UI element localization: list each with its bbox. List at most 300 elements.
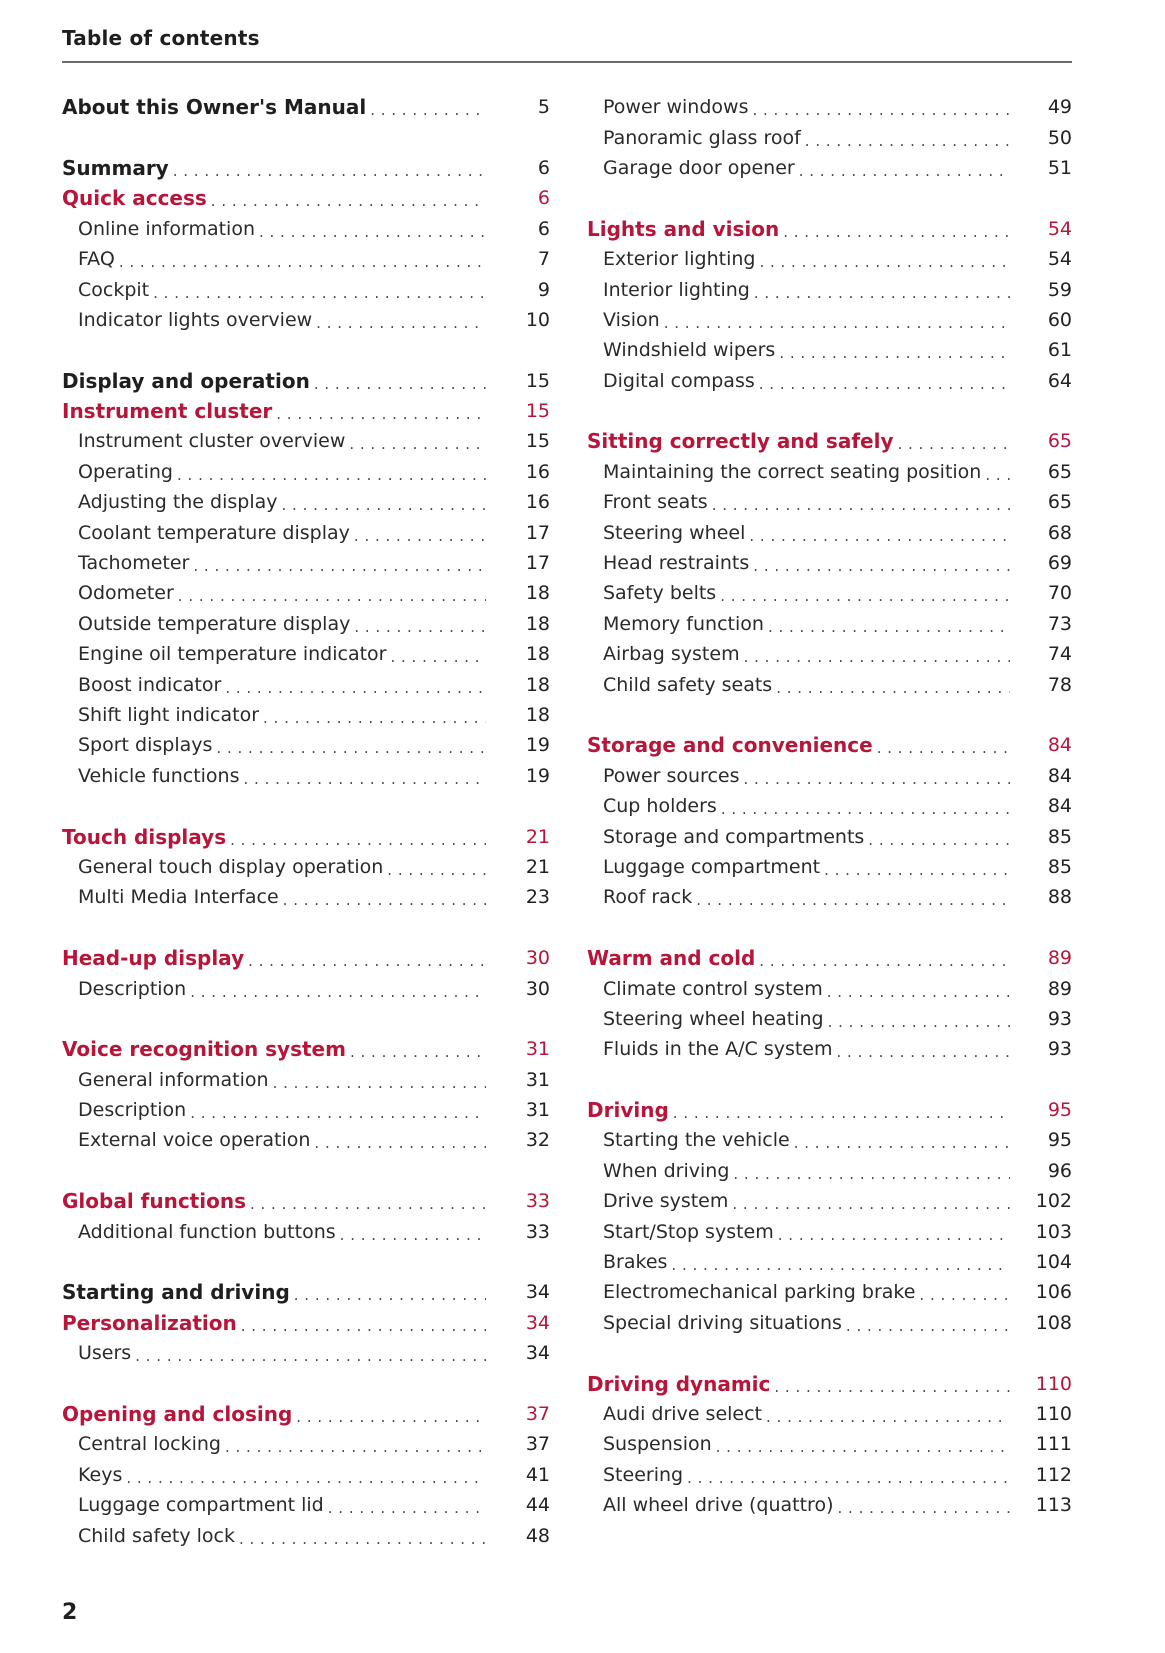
toc-entry-label: Indicator lights overview (78, 308, 313, 331)
toc-entry-page-number: 96 (1047, 1159, 1072, 1182)
toc-entry[interactable] (62, 244, 550, 274)
dot-leader (712, 496, 1010, 514)
toc-entry-label: Steering wheel heating (603, 1007, 824, 1030)
toc-entry[interactable] (587, 669, 1072, 699)
dot-leader (749, 527, 1010, 545)
toc-entry-label: Exterior lighting (603, 248, 756, 271)
toc-entry-label: General touch display operation (78, 855, 384, 878)
toc-entry-page-number: 48 (525, 1524, 550, 1547)
dot-leader (177, 466, 486, 484)
toc-entry-page-number: 95 (1047, 1129, 1072, 1152)
toc-entry[interactable] (62, 1216, 550, 1246)
toc-chapter-page-number: 21 (525, 825, 550, 848)
toc-entry-page-number: 33 (525, 1220, 550, 1243)
toc-spacer (587, 913, 1072, 943)
toc-entry-label: Users (78, 1342, 132, 1365)
toc-entry-page-number: 93 (1047, 1007, 1072, 1030)
toc-entry[interactable] (587, 517, 1072, 547)
toc-entry[interactable] (587, 92, 1072, 122)
dot-leader (294, 1286, 486, 1304)
toc-chapter-label: Storage and convenience (587, 733, 873, 758)
toc-chapter-page-number: 65 (1047, 430, 1072, 453)
toc-section-title-label: Summary (62, 155, 169, 180)
dot-leader (774, 1378, 1010, 1396)
page-number: 2 (62, 1600, 78, 1625)
toc-entry-label: Description (78, 1099, 187, 1122)
toc-entry-page-number: 34 (525, 1342, 550, 1365)
dot-leader (828, 1013, 1010, 1031)
toc-entry[interactable] (587, 821, 1072, 851)
toc-entry-page-number: 16 (525, 491, 550, 514)
toc-entry-page-number: 51 (1047, 156, 1072, 179)
toc-entry-label: Garage door opener (603, 156, 795, 179)
toc-entry-page-number: 102 (1035, 1190, 1072, 1213)
toc-entry[interactable] (62, 882, 550, 912)
toc-section-title-label: Display and operation (62, 368, 310, 393)
toc-entry-page-number: 41 (525, 1463, 550, 1486)
dot-leader (752, 101, 1010, 119)
toc-entry-label: Online information (78, 217, 255, 240)
dot-leader (250, 1195, 486, 1213)
toc-entry[interactable] (62, 1460, 550, 1490)
toc-entry-page-number: 50 (1047, 126, 1072, 149)
dot-leader (173, 162, 486, 180)
dot-leader (283, 891, 486, 909)
toc-chapter-label: Opening and closing (62, 1401, 293, 1426)
toc-entry[interactable] (587, 1156, 1072, 1186)
toc-entry-label: Roof rack (603, 886, 693, 909)
dot-leader (135, 1347, 486, 1365)
toc-entry[interactable] (587, 122, 1072, 152)
toc-entry[interactable] (587, 1186, 1072, 1216)
toc-entry[interactable] (62, 487, 550, 517)
toc-entry-page-number: 84 (1047, 764, 1072, 787)
toc-entry-label: Child safety seats (603, 673, 773, 696)
dot-leader (794, 1134, 1010, 1152)
dot-leader (354, 618, 486, 636)
toc-entry-page-number: 59 (1047, 278, 1072, 301)
toc-entry-label: Electromechanical parking brake (603, 1281, 916, 1304)
toc-entry-page-number: 65 (1047, 460, 1072, 483)
toc-entry-label: Tachometer (78, 552, 190, 575)
dot-leader (824, 861, 1010, 879)
toc-chapter-page-number: 34 (525, 1311, 550, 1334)
toc-entry-label: Engine oil temperature indicator (78, 643, 387, 666)
toc-entry[interactable] (62, 973, 550, 1003)
dot-leader (846, 1317, 1010, 1335)
toc-chapter[interactable] (587, 943, 1072, 973)
toc-entry-page-number: 18 (525, 612, 550, 635)
toc-entry-label: Maintaining the correct seating position (603, 460, 982, 483)
toc-entry[interactable] (587, 487, 1072, 517)
toc-entry-page-number: 111 (1035, 1433, 1072, 1456)
dot-leader (759, 253, 1010, 271)
toc-chapter-label: Warm and cold (587, 946, 756, 971)
toc-entry-page-number: 69 (1047, 552, 1072, 575)
toc-entry-label: Power windows (603, 96, 749, 119)
dot-leader (239, 1530, 486, 1548)
toc-chapter[interactable] (587, 426, 1072, 456)
toc-entry-page-number: 93 (1047, 1038, 1072, 1061)
toc-entry-label: Memory function (603, 612, 764, 635)
toc-entry[interactable] (587, 1125, 1072, 1155)
toc-chapter-page-number: 15 (525, 400, 550, 423)
toc-spacer (62, 335, 550, 365)
toc-entry-label: Suspension (603, 1433, 712, 1456)
dot-leader (779, 344, 1010, 362)
toc-chapter-label: Voice recognition system (62, 1037, 346, 1062)
toc-entry-label: Child safety lock (78, 1524, 235, 1547)
toc-entry-page-number: 78 (1047, 673, 1072, 696)
toc-entry-label: Sport displays (78, 734, 213, 757)
toc-entry-page-number: 70 (1047, 582, 1072, 605)
toc-section-title-page-number: 34 (525, 1281, 550, 1304)
toc-chapter-label: Global functions (62, 1189, 246, 1214)
toc-entry-label: Keys (78, 1463, 123, 1486)
toc-entry-page-number: 37 (525, 1433, 550, 1456)
dot-leader (805, 132, 1010, 150)
toc-section-title-label: Starting and driving (62, 1280, 290, 1305)
toc-entry[interactable] (62, 274, 550, 304)
toc-chapter[interactable] (62, 183, 550, 213)
toc-entry[interactable] (62, 214, 550, 244)
toc-entry[interactable] (587, 1004, 1072, 1034)
toc-entry[interactable] (62, 1338, 550, 1368)
toc-entry[interactable] (587, 244, 1072, 274)
toc-entry-page-number: 88 (1047, 886, 1072, 909)
toc-entry-page-number: 17 (525, 521, 550, 544)
toc-entry[interactable] (587, 274, 1072, 304)
dot-leader (153, 284, 486, 302)
toc-entry[interactable] (62, 1095, 550, 1125)
toc-entry-page-number: 49 (1047, 96, 1072, 119)
toc-entry[interactable] (587, 335, 1072, 365)
toc-chapter-label: Touch displays (62, 824, 227, 849)
toc-entry-page-number: 60 (1047, 308, 1072, 331)
toc-entry[interactable] (62, 1125, 550, 1155)
toc-entry-label: Outside temperature display (78, 612, 351, 635)
toc-entry-page-number: 85 (1047, 825, 1072, 848)
toc-section-title[interactable] (62, 153, 550, 183)
dot-leader (126, 1469, 486, 1487)
toc-entry-page-number: 61 (1047, 339, 1072, 362)
toc-entry-page-number: 21 (525, 855, 550, 878)
toc-entry-label: Multi Media Interface (78, 886, 279, 909)
toc-entry[interactable] (587, 305, 1072, 335)
dot-leader (799, 162, 1010, 180)
toc-chapter[interactable] (62, 1399, 550, 1429)
toc-entry-label: Panoramic glass roof (603, 126, 801, 149)
toc-chapter-label: Head-up display (62, 946, 245, 971)
dot-leader (776, 679, 1010, 697)
toc-entry-page-number: 89 (1047, 977, 1072, 1000)
toc-entry[interactable] (587, 1216, 1072, 1246)
toc-entry-label: FAQ (78, 248, 115, 271)
toc-entry[interactable] (587, 1460, 1072, 1490)
toc-entry[interactable] (62, 517, 550, 547)
toc-entry[interactable] (587, 1399, 1072, 1429)
toc-entry-label: Adjusting the display (78, 491, 278, 514)
toc-entry-page-number: 106 (1035, 1281, 1072, 1304)
toc-entry-page-number: 73 (1047, 612, 1072, 635)
dot-leader (985, 466, 1010, 484)
dot-leader (720, 587, 1010, 605)
toc-entry[interactable] (587, 153, 1072, 183)
toc-section-title-label: About this Owner's Manual (62, 95, 367, 120)
dot-leader (766, 1408, 1010, 1426)
toc-entry-label: Luggage compartment lid (78, 1494, 324, 1517)
toc-entry-label: Vision (603, 308, 660, 331)
toc-entry[interactable] (587, 761, 1072, 791)
toc-entry-label: Brakes (603, 1251, 668, 1274)
toc-entry[interactable] (62, 761, 550, 791)
toc-entry-page-number: 64 (1047, 369, 1072, 392)
toc-chapter-page-number: 54 (1047, 217, 1072, 240)
toc-entry-label: Airbag system (603, 643, 740, 666)
dot-leader (687, 1469, 1010, 1487)
toc-section-title-page-number: 6 (537, 156, 550, 179)
dot-leader (673, 1104, 1010, 1122)
toc-entry-label: Storage and compartments (603, 825, 865, 848)
dot-leader (721, 800, 1010, 818)
toc-entry-label: Climate control system (603, 977, 823, 1000)
dot-leader (248, 952, 486, 970)
dot-leader (241, 1317, 486, 1335)
toc-entry[interactable] (587, 1277, 1072, 1307)
toc-entry[interactable] (587, 366, 1072, 396)
dot-leader (897, 435, 1010, 453)
toc-entry-label: Digital compass (603, 369, 755, 392)
toc-spacer (587, 1065, 1072, 1095)
toc-spacer (587, 396, 1072, 426)
dot-leader (759, 952, 1010, 970)
toc-entry-label: Boost indicator (78, 673, 222, 696)
toc-entry-page-number: 15 (525, 430, 550, 453)
toc-entry-label: All wheel drive (quattro) (603, 1494, 834, 1517)
toc-entry[interactable] (62, 548, 550, 578)
toc-entry-label: Cockpit (78, 278, 150, 301)
toc-entry[interactable] (62, 1065, 550, 1095)
toc-entry-label: Central locking (78, 1433, 221, 1456)
toc-entry-page-number: 112 (1035, 1463, 1072, 1486)
toc-chapter-page-number: 84 (1047, 734, 1072, 757)
dot-leader (716, 1438, 1010, 1456)
header-rule (62, 61, 1072, 63)
toc-entry[interactable] (62, 669, 550, 699)
toc-chapter[interactable] (62, 943, 550, 973)
toc-entry-page-number: 68 (1047, 521, 1072, 544)
toc-entry[interactable] (587, 973, 1072, 1003)
dot-leader (119, 253, 486, 271)
toc-chapter[interactable] (62, 1308, 550, 1338)
toc-entry-page-number: 18 (525, 643, 550, 666)
dot-leader (314, 1134, 486, 1152)
dot-leader (664, 314, 1010, 332)
dot-leader (671, 1256, 1010, 1274)
toc-entry-label: Additional function buttons (78, 1220, 336, 1243)
toc-entry-label: Shift light indicator (78, 704, 260, 726)
toc-entry-label: Cup holders (603, 795, 717, 818)
dot-leader (754, 284, 1010, 302)
toc-chapter[interactable] (587, 1095, 1072, 1125)
toc-entry[interactable] (62, 730, 550, 760)
dot-leader (768, 618, 1010, 636)
toc-entry-page-number: 30 (525, 977, 550, 1000)
dot-leader (244, 770, 487, 788)
toc-entry-label: Front seats (603, 491, 708, 514)
toc-entry[interactable] (62, 457, 550, 487)
toc-entry-page-number: 17 (525, 552, 550, 575)
dot-leader (296, 1408, 486, 1426)
toc-entry-label: Steering (603, 1463, 684, 1486)
toc-entry-page-number: 31 (525, 1068, 550, 1091)
toc-entry-page-number: 65 (1047, 491, 1072, 514)
toc-spacer (587, 700, 1072, 730)
toc-entry-label: Luggage compartment (603, 855, 821, 878)
toc-entry[interactable] (587, 1308, 1072, 1338)
toc-spacer (587, 1338, 1072, 1368)
toc-spacer (62, 122, 550, 152)
dot-leader (350, 1043, 486, 1061)
toc-chapter-page-number: 95 (1047, 1099, 1072, 1122)
toc-entry-page-number: 10 (525, 308, 550, 331)
toc-entry-label: Special driving situations (603, 1311, 842, 1334)
toc-entry[interactable] (62, 305, 550, 335)
toc-entry-label: Power sources (603, 764, 740, 787)
toc-chapter[interactable] (587, 214, 1072, 244)
toc-section-title[interactable] (62, 1277, 550, 1307)
toc-entry-page-number: 108 (1035, 1311, 1072, 1334)
toc-entry-label: Start/Stop system (603, 1220, 774, 1243)
toc-entry[interactable] (62, 426, 550, 456)
dot-leader (178, 587, 486, 605)
toc-entry[interactable] (587, 578, 1072, 608)
dot-leader (743, 770, 1010, 788)
toc-entry-page-number: 18 (525, 704, 550, 726)
dot-leader (263, 709, 486, 727)
dot-leader (316, 314, 486, 332)
toc-entry[interactable] (62, 700, 550, 730)
toc-spacer (62, 1368, 550, 1398)
toc-entry[interactable] (62, 609, 550, 639)
toc-chapter-label: Personalization (62, 1310, 237, 1335)
toc-chapter[interactable] (62, 1034, 550, 1064)
dot-leader (216, 739, 486, 757)
toc-entry[interactable] (62, 1429, 550, 1459)
dot-leader (211, 192, 486, 210)
dot-leader (190, 1104, 486, 1122)
toc-entry-page-number: 7 (537, 248, 550, 271)
toc-entry[interactable] (62, 578, 550, 608)
toc-entry[interactable] (62, 1520, 550, 1550)
toc-entry[interactable] (62, 852, 550, 882)
toc-entry[interactable] (587, 882, 1072, 912)
toc-entry-label: Odometer (78, 582, 174, 605)
dot-leader (778, 1226, 1010, 1244)
dot-leader (314, 375, 486, 393)
toc-entry[interactable] (62, 1490, 550, 1520)
dot-leader (387, 861, 486, 879)
dot-leader (744, 648, 1010, 666)
dot-leader (225, 1438, 486, 1456)
toc-entry[interactable] (587, 1247, 1072, 1277)
toc-spacer (587, 183, 1072, 213)
toc-entry[interactable] (62, 639, 550, 669)
toc-section-title[interactable] (62, 366, 550, 396)
toc-entry[interactable] (587, 609, 1072, 639)
toc-entry-label: Fluids in the A/C system (603, 1038, 833, 1061)
toc-entry[interactable] (587, 1429, 1072, 1459)
dot-leader (838, 1499, 1011, 1517)
toc-entry-label: Windshield wipers (603, 339, 776, 362)
toc-entry-page-number: 113 (1035, 1494, 1072, 1517)
toc-section-title-page-number: 5 (537, 96, 550, 119)
toc-entry-label: When driving (603, 1159, 730, 1182)
toc-chapter[interactable] (62, 821, 550, 851)
toc-spacer (62, 1247, 550, 1277)
toc-entry-label: Operating (78, 460, 173, 483)
toc-entry-page-number: 32 (525, 1129, 550, 1152)
dot-leader (753, 557, 1010, 575)
dot-leader (783, 223, 1010, 241)
toc-chapter[interactable] (587, 730, 1072, 760)
toc-entry[interactable] (587, 852, 1072, 882)
toc-entry-page-number: 110 (1035, 1402, 1072, 1425)
toc-chapter[interactable] (62, 1186, 550, 1216)
dot-leader (354, 527, 486, 545)
toc-entry-label: Vehicle functions (78, 764, 240, 787)
dot-leader (259, 223, 486, 241)
dot-leader (273, 1074, 486, 1092)
toc-entry-label: Starting the vehicle (603, 1129, 790, 1152)
dot-leader (230, 831, 486, 849)
toc-entry[interactable] (587, 791, 1072, 821)
toc-chapter-page-number: 37 (525, 1402, 550, 1425)
toc-entry[interactable] (587, 639, 1072, 669)
toc-left-column (62, 92, 550, 1551)
toc-chapter[interactable] (587, 1368, 1072, 1398)
toc-entry[interactable] (587, 1034, 1072, 1064)
toc-entry-page-number: 104 (1035, 1251, 1072, 1274)
toc-entry-page-number: 31 (525, 1099, 550, 1122)
dot-leader (837, 1043, 1010, 1061)
toc-entry-page-number: 54 (1047, 248, 1072, 271)
dot-leader (282, 496, 487, 514)
toc-entry-page-number: 19 (525, 734, 550, 757)
dot-leader (733, 1165, 1010, 1183)
toc-entry-page-number: 84 (1047, 795, 1072, 818)
toc-section-title[interactable] (62, 92, 550, 122)
toc-entry-page-number: 18 (525, 673, 550, 696)
dot-leader (340, 1226, 486, 1244)
dot-leader (919, 1286, 1010, 1304)
toc-chapter-label: Quick access (62, 186, 207, 211)
toc-entry[interactable] (587, 457, 1072, 487)
toc-entry[interactable] (587, 548, 1072, 578)
toc-spacer (62, 1156, 550, 1186)
dot-leader (328, 1499, 486, 1517)
toc-chapter[interactable] (62, 396, 550, 426)
toc-entry-page-number: 16 (525, 460, 550, 483)
toc-entry-label: Steering wheel (603, 521, 746, 544)
toc-entry[interactable] (587, 1490, 1072, 1520)
toc-spacer (62, 1004, 550, 1034)
toc-entry-page-number: 9 (537, 278, 550, 301)
toc-entry-label: External voice operation (78, 1129, 311, 1152)
dot-leader (349, 435, 486, 453)
dot-leader (827, 983, 1010, 1001)
dot-leader (276, 405, 486, 423)
